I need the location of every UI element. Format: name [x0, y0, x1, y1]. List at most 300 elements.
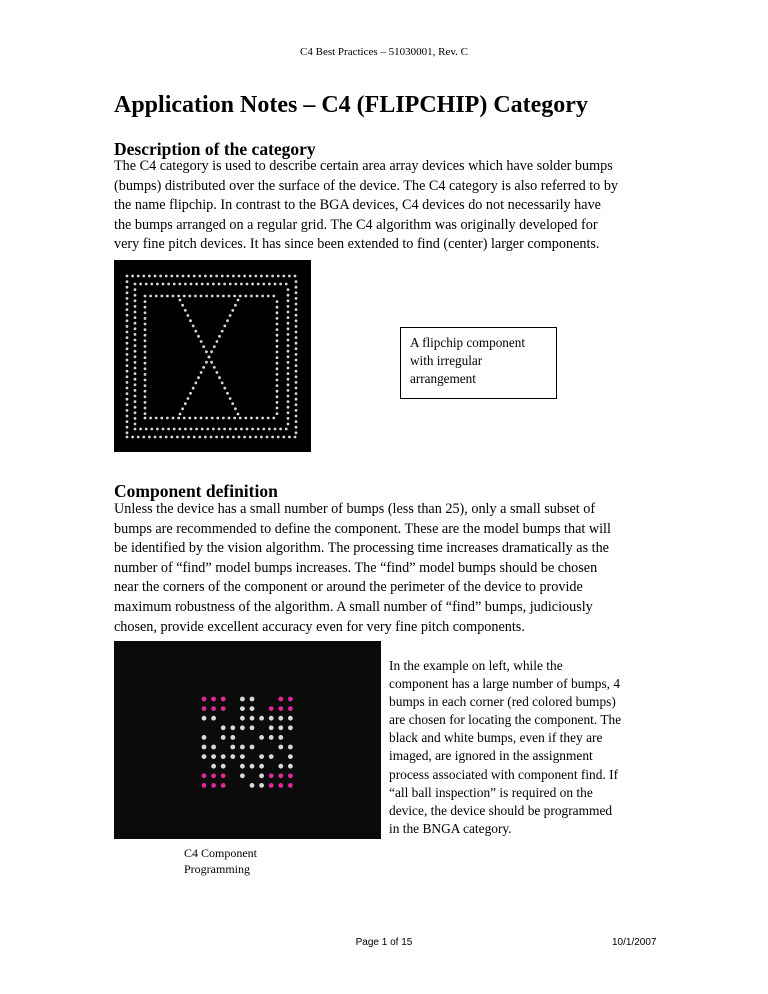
- bump: [205, 295, 208, 298]
- figure-caption: [184, 845, 257, 877]
- bump: [250, 697, 255, 702]
- bump: [205, 361, 208, 364]
- bump: [231, 402, 234, 405]
- bump: [159, 275, 162, 278]
- bump: [192, 387, 195, 390]
- bump: [159, 436, 162, 439]
- bump: [287, 361, 290, 364]
- bump: [234, 304, 237, 307]
- bump: [144, 334, 147, 337]
- bump: [277, 275, 280, 278]
- bump: [201, 428, 204, 431]
- bump: [126, 325, 129, 328]
- running-header: C4 Best Practices – 51030001, Rev. C: [300, 46, 468, 58]
- bump: [276, 412, 279, 415]
- bump: [221, 764, 226, 769]
- bump: [287, 311, 290, 314]
- bump: [184, 428, 187, 431]
- bump: [218, 428, 221, 431]
- bump: [218, 335, 221, 338]
- bump: [179, 299, 182, 302]
- bump: [295, 398, 298, 401]
- bump: [134, 294, 137, 297]
- bump: [272, 295, 275, 298]
- bump: [144, 317, 147, 320]
- bump: [162, 428, 165, 431]
- bump: [126, 364, 129, 367]
- bump: [230, 735, 235, 740]
- bump: [211, 773, 216, 778]
- bump: [134, 355, 137, 358]
- bump: [126, 426, 129, 429]
- bump: [134, 383, 137, 386]
- bump: [295, 392, 298, 395]
- bump: [216, 417, 219, 420]
- bump: [261, 417, 264, 420]
- bump: [274, 428, 277, 431]
- bump: [126, 291, 129, 294]
- bump: [259, 764, 264, 769]
- bump: [173, 428, 176, 431]
- bump: [278, 764, 283, 769]
- bump: [249, 436, 252, 439]
- bump: [202, 716, 207, 721]
- bump: [269, 783, 274, 788]
- bump: [126, 431, 129, 434]
- bump: [287, 288, 290, 291]
- bump: [194, 417, 197, 420]
- bump: [144, 311, 147, 314]
- bump: [210, 275, 213, 278]
- bump: [202, 697, 207, 702]
- bump: [287, 406, 290, 409]
- bump: [287, 423, 290, 426]
- bump: [250, 716, 255, 721]
- bump: [295, 319, 298, 322]
- bump: [211, 716, 216, 721]
- bump: [173, 283, 176, 286]
- bump: [276, 334, 279, 337]
- explanation-line: are chosen for locating the component. The: [389, 712, 622, 728]
- bump: [240, 716, 245, 721]
- bump: [150, 428, 153, 431]
- bump: [244, 295, 247, 298]
- bump: [144, 306, 147, 309]
- bump: [144, 417, 147, 420]
- bump: [228, 295, 231, 298]
- bump: [145, 283, 148, 286]
- bump: [295, 286, 298, 289]
- bump: [197, 335, 200, 338]
- bump: [278, 773, 283, 778]
- bump: [202, 754, 207, 759]
- section-heading-description: Description of the category: [114, 139, 316, 159]
- bump: [240, 706, 245, 711]
- bump: [221, 754, 226, 759]
- bump: [134, 344, 137, 347]
- bump: [260, 436, 263, 439]
- bump: [260, 275, 263, 278]
- bump: [251, 283, 254, 286]
- bump: [295, 409, 298, 412]
- bump: [250, 295, 253, 298]
- paragraph-line: number of “find” model bumps increases. The “find” model bumps should be chosen: [114, 559, 598, 576]
- callout-line: A flipchip component: [410, 335, 526, 350]
- bump: [126, 409, 129, 412]
- bump: [250, 745, 255, 750]
- bump: [269, 725, 274, 730]
- bump: [126, 286, 129, 289]
- paragraph-line: near the corners of the component or around the perimeter of the device to provide: [114, 579, 583, 596]
- bump: [287, 367, 290, 370]
- bump: [126, 275, 129, 278]
- bump: [267, 417, 270, 420]
- bump: [295, 353, 298, 356]
- bump: [240, 754, 245, 759]
- bump: [194, 330, 197, 333]
- bump: [181, 304, 184, 307]
- bump: [126, 336, 129, 339]
- bump: [229, 428, 232, 431]
- bump: [246, 428, 249, 431]
- bump: [194, 295, 197, 298]
- bump: [149, 417, 152, 420]
- bump: [144, 367, 147, 370]
- bump: [287, 389, 290, 392]
- bump: [250, 764, 255, 769]
- bump: [126, 353, 129, 356]
- bump: [288, 706, 293, 711]
- bump: [144, 401, 147, 404]
- bump: [288, 773, 293, 778]
- bump: [182, 436, 185, 439]
- c4-bump-grid: [114, 641, 381, 839]
- bump: [238, 436, 241, 439]
- bump: [287, 305, 290, 308]
- bump: [276, 362, 279, 365]
- bump: [134, 417, 137, 420]
- bump: [181, 407, 184, 410]
- bump: [262, 283, 265, 286]
- bump: [215, 275, 218, 278]
- bump: [201, 283, 204, 286]
- bump: [126, 387, 129, 390]
- bump: [246, 283, 249, 286]
- bump: [144, 345, 147, 348]
- bump: [144, 384, 147, 387]
- bump: [194, 382, 197, 385]
- bump: [295, 415, 298, 418]
- bump: [202, 735, 207, 740]
- bump: [134, 305, 137, 308]
- flipchip-irregular-image: [114, 260, 311, 452]
- bump: [126, 370, 129, 373]
- bump: [148, 275, 151, 278]
- paragraph-line: the bumps arranged on a regular grid. The C4 algorithm was originally developed for: [114, 216, 598, 233]
- bump: [223, 283, 226, 286]
- bump: [278, 745, 283, 750]
- bump: [276, 401, 279, 404]
- bump: [134, 311, 137, 314]
- bump: [134, 423, 137, 426]
- bump: [279, 283, 282, 286]
- bump: [216, 295, 219, 298]
- bump: [134, 400, 137, 403]
- bump: [156, 428, 159, 431]
- bump: [250, 783, 255, 788]
- bump: [223, 325, 226, 328]
- bump: [211, 697, 216, 702]
- bump: [288, 764, 293, 769]
- bump: [134, 333, 137, 336]
- bump: [221, 725, 226, 730]
- bump: [233, 295, 236, 298]
- bump: [240, 773, 245, 778]
- bump: [240, 764, 245, 769]
- bump: [278, 725, 283, 730]
- bump: [165, 275, 168, 278]
- component-definition-paragraph: [114, 500, 659, 637]
- bump: [288, 745, 293, 750]
- bump: [200, 295, 203, 298]
- bump: [285, 283, 288, 286]
- bump: [287, 395, 290, 398]
- bump: [276, 311, 279, 314]
- description-paragraph: [114, 157, 659, 255]
- bump: [137, 436, 140, 439]
- bump: [271, 436, 274, 439]
- bump: [259, 783, 264, 788]
- bump: [144, 412, 147, 415]
- bump: [294, 436, 297, 439]
- bump: [148, 436, 151, 439]
- footer-date: 10/1/2007: [612, 937, 657, 948]
- bump: [144, 379, 147, 382]
- bump: [287, 339, 290, 342]
- bump: [205, 350, 208, 353]
- bump: [134, 367, 137, 370]
- bump: [179, 413, 182, 416]
- bump: [249, 275, 252, 278]
- bump: [222, 417, 225, 420]
- bump: [155, 417, 158, 420]
- bump: [213, 366, 216, 369]
- bump: [226, 392, 229, 395]
- bump: [213, 345, 216, 348]
- bump: [234, 283, 237, 286]
- bump: [240, 745, 245, 750]
- bump: [295, 364, 298, 367]
- bump: [183, 295, 186, 298]
- bump: [295, 325, 298, 328]
- bump: [126, 392, 129, 395]
- bump: [137, 275, 140, 278]
- bump: [126, 381, 129, 384]
- bump: [155, 295, 158, 298]
- bump: [243, 275, 246, 278]
- bump: [218, 376, 221, 379]
- bump: [288, 725, 293, 730]
- bump: [206, 283, 209, 286]
- bump: [145, 428, 148, 431]
- bump: [172, 295, 175, 298]
- bump: [295, 308, 298, 311]
- bump: [195, 428, 198, 431]
- bump: [266, 436, 269, 439]
- bump: [240, 725, 245, 730]
- explanation-line: In the example on left, while the: [389, 658, 563, 673]
- bump: [269, 716, 274, 721]
- bump: [189, 319, 192, 322]
- bump: [268, 283, 271, 286]
- bump: [144, 295, 147, 298]
- bump: [233, 417, 236, 420]
- page-title: Application Notes – C4 (FLIPCHIP) Category: [114, 92, 588, 118]
- bump: [229, 397, 232, 400]
- bump: [287, 383, 290, 386]
- explanation-line: “all ball inspection” is required on the: [389, 784, 593, 800]
- paragraph-line: be identified by the vision algorithm. The processing time increases dramatically as the: [114, 540, 609, 557]
- bump: [288, 716, 293, 721]
- bump: [126, 420, 129, 423]
- bump: [160, 417, 163, 420]
- bump: [134, 428, 137, 431]
- bump: [188, 295, 191, 298]
- bump: [287, 316, 290, 319]
- bump: [166, 295, 169, 298]
- bump: [210, 350, 213, 353]
- bump: [276, 384, 279, 387]
- bump: [254, 275, 257, 278]
- bump: [126, 359, 129, 362]
- bump: [295, 381, 298, 384]
- bump: [287, 322, 290, 325]
- bump: [269, 773, 274, 778]
- bump: [276, 317, 279, 320]
- bump: [144, 351, 147, 354]
- bump: [244, 417, 247, 420]
- bump: [221, 773, 226, 778]
- bump: [144, 300, 147, 303]
- explanation-line: bumps in each corner (red colored bumps): [389, 694, 616, 710]
- bump: [139, 283, 142, 286]
- caption-line: C4 Component: [184, 846, 258, 860]
- bump: [221, 697, 226, 702]
- bump: [176, 275, 179, 278]
- explanation-line: component has a large number of bumps, 4: [389, 676, 621, 692]
- callout-line: with irregular: [410, 353, 483, 368]
- bump: [250, 706, 255, 711]
- bump: [295, 314, 298, 317]
- bump: [126, 314, 129, 317]
- bump: [251, 428, 254, 431]
- bump: [193, 275, 196, 278]
- bump: [215, 436, 218, 439]
- bump: [216, 340, 219, 343]
- bump: [271, 275, 274, 278]
- bump: [134, 350, 137, 353]
- bump: [288, 275, 291, 278]
- bump: [268, 428, 271, 431]
- bump: [287, 378, 290, 381]
- page-number: Page 1 of 15: [355, 937, 413, 948]
- bump: [266, 275, 269, 278]
- bump: [231, 309, 234, 312]
- bump: [142, 436, 145, 439]
- bump: [237, 299, 240, 302]
- paragraph-line: bumps are recommended to define the component. These are the model bumps that will: [114, 520, 611, 537]
- bump: [134, 411, 137, 414]
- bump: [294, 275, 297, 278]
- bump: [287, 299, 290, 302]
- bump: [200, 340, 203, 343]
- bump: [218, 283, 221, 286]
- bump: [295, 336, 298, 339]
- callout-line: arrangement: [410, 371, 476, 386]
- bump: [182, 275, 185, 278]
- bump: [221, 436, 224, 439]
- bump: [295, 359, 298, 362]
- bump: [200, 417, 203, 420]
- bump: [287, 350, 290, 353]
- bump: [184, 309, 187, 312]
- paragraph-line: the name flipchip. In contrast to the BGA devices, C4 devices do not necessarily have: [114, 197, 601, 214]
- bump: [269, 735, 274, 740]
- bump: [221, 275, 224, 278]
- bump: [198, 275, 201, 278]
- bump: [134, 378, 137, 381]
- bump: [202, 345, 205, 348]
- bump: [156, 283, 159, 286]
- bump: [134, 361, 137, 364]
- bump: [278, 783, 283, 788]
- bump: [139, 428, 142, 431]
- bump: [226, 319, 229, 322]
- bump: [134, 395, 137, 398]
- bump: [295, 280, 298, 283]
- bump: [202, 706, 207, 711]
- bump: [230, 754, 235, 759]
- callout-box: [400, 327, 557, 399]
- bump: [276, 323, 279, 326]
- bump: [202, 366, 205, 369]
- bump: [198, 436, 201, 439]
- bump: [144, 323, 147, 326]
- bump: [234, 428, 237, 431]
- bump: [254, 436, 257, 439]
- bump: [187, 275, 190, 278]
- bump: [228, 417, 231, 420]
- bump: [295, 375, 298, 378]
- paragraph-line: (bumps) distributed over the surface of the device. The C4 category is also referred to by: [114, 177, 619, 194]
- bump: [278, 697, 283, 702]
- bump: [178, 428, 181, 431]
- bump: [211, 764, 216, 769]
- bump: [210, 436, 213, 439]
- bump: [144, 395, 147, 398]
- bump: [276, 300, 279, 303]
- bump: [188, 417, 191, 420]
- bump: [295, 297, 298, 300]
- bump: [259, 773, 264, 778]
- explanation-line: process associated with component find. If: [389, 766, 619, 782]
- bump: [126, 347, 129, 350]
- bump: [295, 291, 298, 294]
- bump: [232, 275, 235, 278]
- bump: [287, 344, 290, 347]
- paragraph-line: very fine pitch devices. It has since been extended to find (center) larger components.: [114, 236, 600, 253]
- bump: [262, 428, 265, 431]
